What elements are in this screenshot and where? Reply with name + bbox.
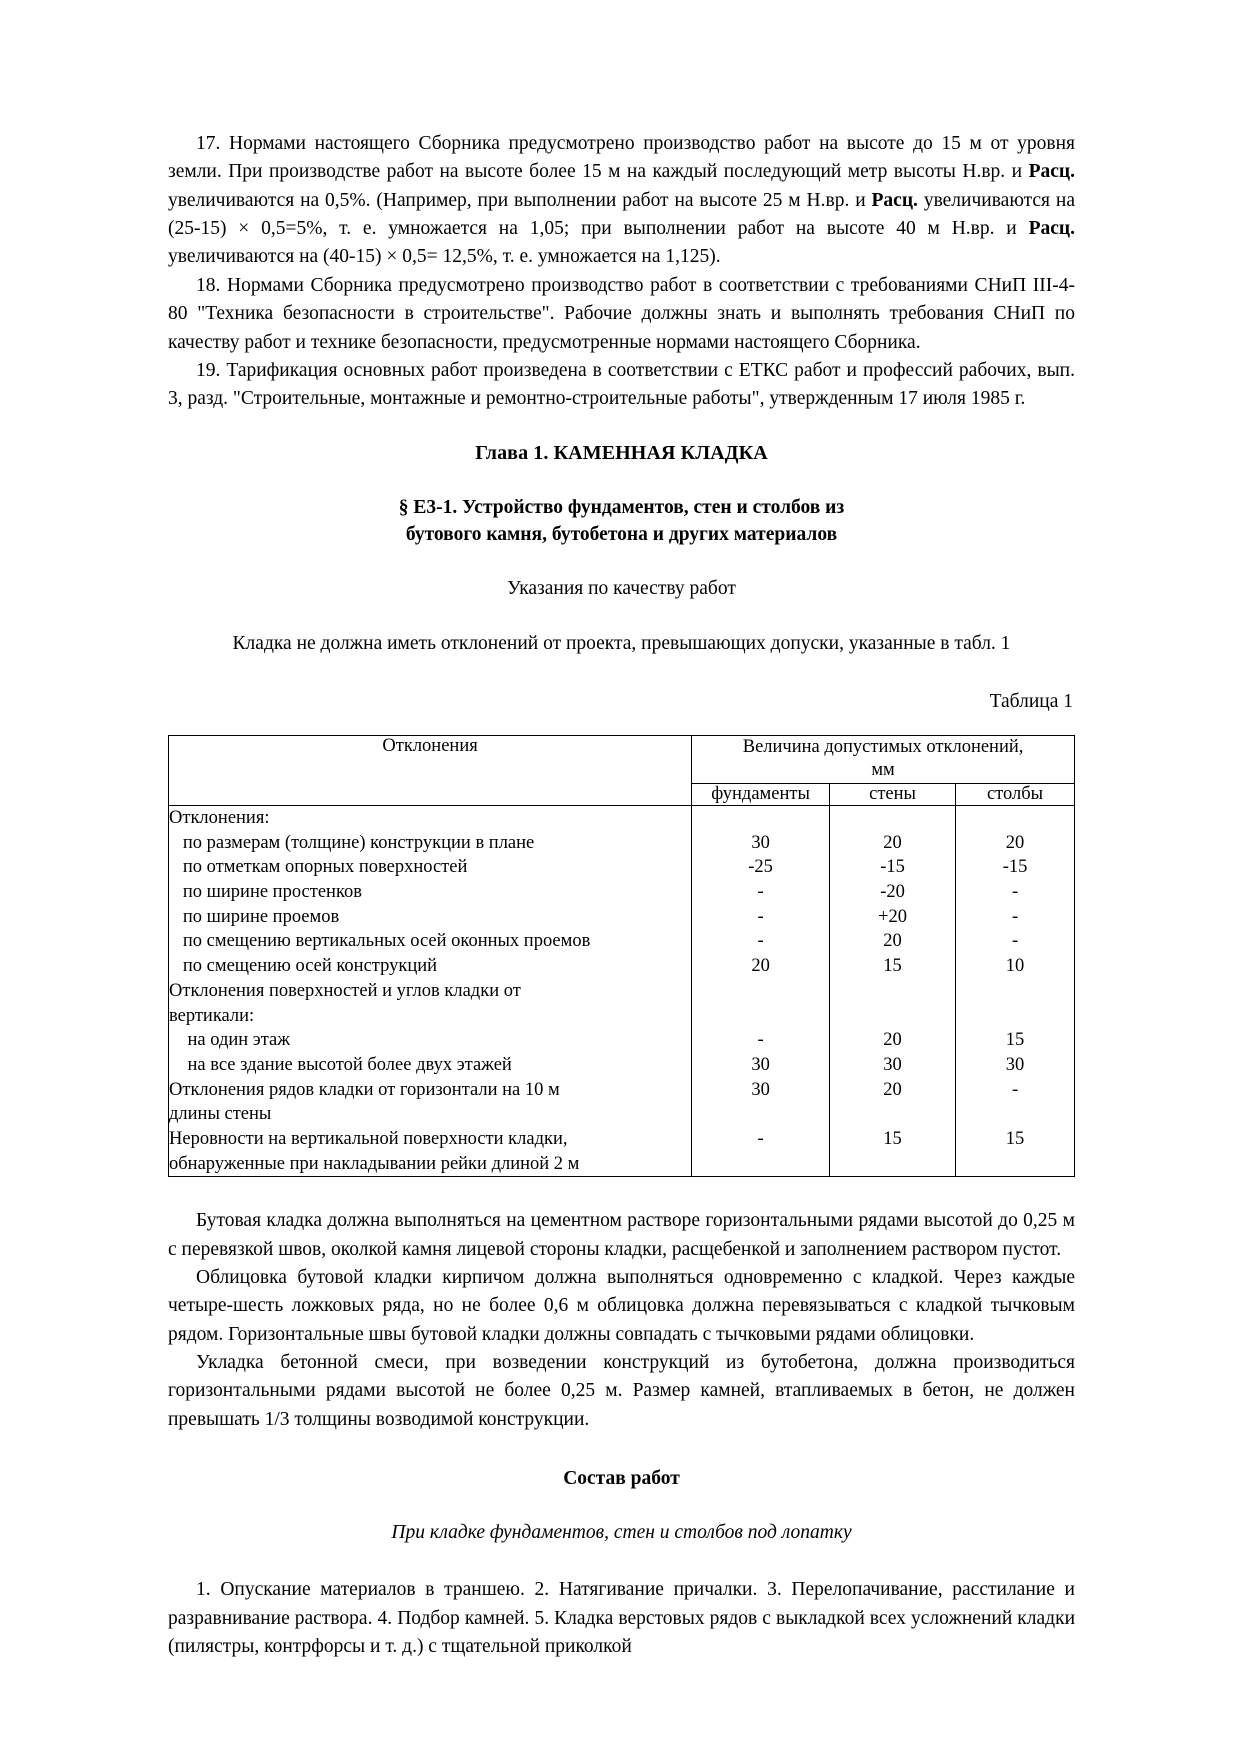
row-label: длины стены (169, 1102, 692, 1127)
row-walls: 20 (830, 1028, 956, 1053)
paragraph-17-text-4: увеличиваются на (40-15) × 0,5= 12,5%, т. е. умножается на 1,125). (168, 246, 721, 268)
row-walls (830, 1152, 956, 1177)
row-foundations: - (692, 929, 830, 954)
quality-subtitle: Указания по качеству работ (507, 578, 736, 600)
table-row (169, 1004, 1075, 1029)
row-label: по смещению осей конструкций (169, 954, 692, 979)
row-walls: 20 (830, 929, 956, 954)
row-walls (830, 1102, 956, 1127)
row-columns: - (956, 880, 1075, 905)
table-header-values-line-1: Величина допустимых отклонений, (742, 736, 1024, 757)
row-label: на все здание высотой более двух этажей (169, 1053, 692, 1078)
row-label: Отклонения поверхностей и углов кладки от (169, 979, 692, 1004)
works-subtitle-block (168, 1522, 1075, 1544)
row-walls: +20 (830, 905, 956, 930)
table-body (169, 806, 1075, 1177)
row-walls: -15 (830, 855, 956, 880)
row-label: по смещению вертикальных осей оконных проемов (169, 929, 692, 954)
row-columns: 30 (956, 1053, 1075, 1078)
works-subtitle: При кладке фундаментов, стен и столбов под лопатку (391, 1522, 852, 1544)
works-paragraph: 1. Опускание материалов в траншею. 2. Натягивание причалки. 3. Перелопачивание, расстилание и разравнивание раствора. 4. Подбор камней. 5. Кладка верстовых рядов с выкладкой всех усложнений кладки (пилястры, контрфорсы и т. д.) с тщательной приколкой (168, 1579, 1075, 1657)
row-label: Отклонения: (169, 806, 692, 831)
row-label: по ширине проемов (169, 905, 692, 930)
row-walls (830, 1004, 956, 1029)
row-columns: - (956, 1078, 1075, 1103)
row-columns: 15 (956, 1127, 1075, 1152)
table-head (169, 735, 1075, 805)
row-columns: 20 (956, 831, 1075, 856)
table-header-foundations: фундаменты (692, 784, 830, 806)
section-title-line-1: § Е3-1. Устройство фундаментов, стен и столбов из (398, 496, 845, 518)
row-label: Неровности на вертикальной поверхности кладки, (169, 1127, 692, 1152)
table-row (169, 1152, 1075, 1177)
paragraph-19: 19. Тарификация основных работ произведена в соответствии с ЕТКС работ и профессий рабочих, вып. 3, разд. "Строительные, монтажные и ремонтно-строительные работы", утвержденным 17 июля 1985 г. (168, 359, 1075, 410)
row-label: по размерам (толщине) конструкции в плане (169, 831, 692, 856)
after-table-paragraphs (168, 1207, 1075, 1434)
row-walls (830, 806, 956, 831)
row-foundations: - (692, 1127, 830, 1152)
works-title-block (168, 1468, 1075, 1490)
row-label: по ширине простенков (169, 880, 692, 905)
row-foundations (692, 1004, 830, 1029)
row-label: вертикали: (169, 1004, 692, 1029)
table-row (169, 1053, 1075, 1078)
row-walls: 30 (830, 1053, 956, 1078)
row-columns: 10 (956, 954, 1075, 979)
table-row (169, 1078, 1075, 1103)
table-header-values (692, 735, 1075, 783)
paragraph-17-bold-3: Расц. (1028, 218, 1075, 240)
paragraph-17-text-1: 17. Нормами настоящего Сборника предусмотрено производство работ на высоте до 15 м от уровня земли. При производстве работ на высоте более 15 м на каждый последующий метр высоты Н.вр. и (168, 133, 1075, 183)
section-title-line-2: бутового камня, бутобетона и других материалов (405, 523, 838, 545)
table-row (169, 905, 1075, 930)
lead-paragraph-block (168, 630, 1075, 658)
row-foundations (692, 1152, 830, 1177)
row-label: Отклонения рядов кладки от горизонтали на 10 м (169, 1078, 692, 1103)
row-columns: -15 (956, 855, 1075, 880)
table-header-deviations: Отклонения (169, 735, 692, 805)
table-row (169, 806, 1075, 831)
paragraph-17-text-2: увеличиваются на 0,5%. (Например, при выполнении работ на высоте 25 м Н.вр. и (168, 189, 872, 211)
table-row (169, 831, 1075, 856)
deviations-table (168, 735, 1075, 1178)
row-foundations: -25 (692, 855, 830, 880)
table-header-values-line-2: мм (871, 760, 895, 781)
row-foundations: 20 (692, 954, 830, 979)
lead-paragraph: Кладка не должна иметь отклонений от проекта, превышающих допуски, указанные в табл. 1 (232, 633, 1011, 655)
paragraph-18: 18. Нормами Сборника предусмотрено производство работ в соответствии с требованиями СНиП III-4-80 "Техника безопасности в строительстве". Рабочие должны знать и выполнять требования СНиП по качеству работ и технике безопасности, предусмотренные нормами настоящего Сборника. (168, 274, 1075, 353)
section-title-block (168, 495, 1075, 549)
row-columns (956, 1004, 1075, 1029)
row-foundations: 30 (692, 831, 830, 856)
paragraph-17-bold-1: Расц. (1028, 161, 1075, 183)
row-columns: 15 (956, 1028, 1075, 1053)
row-columns (956, 1102, 1075, 1127)
table-header-walls: стены (830, 784, 956, 806)
row-foundations (692, 979, 830, 1004)
table-row (169, 855, 1075, 880)
table-row (169, 929, 1075, 954)
row-label: по отметкам опорных поверхностей (169, 855, 692, 880)
row-columns (956, 979, 1075, 1004)
paragraph-17 (168, 130, 1075, 272)
row-walls (830, 979, 956, 1004)
row-foundations: - (692, 1028, 830, 1053)
table-header-columns: столбы (956, 784, 1075, 806)
table-header-row-top (169, 735, 1075, 783)
row-walls: -20 (830, 880, 956, 905)
paragraph-concrete-mix: Укладка бетонной смеси, при возведении конструкций из бутобетона, должна производиться горизонтальными рядами высотой не более 0,25 м. Размер камней, втапливаемых в бетон, не должен превышать 1/3 толщины возводимой конструкции. (168, 1352, 1075, 1430)
paragraph-brick-facing: Облицовка бутовой кладки кирпичом должна выполняться одновременно с кладкой. Через каждые четыре-шесть ложковых ряда, но не более 0,6 м облицовка должна перевязываться с кладкой тычковым рядом. Горизонтальные швы бутовой кладки должны совпадать с тычковыми рядами облицовки. (168, 1267, 1075, 1345)
row-columns: - (956, 929, 1075, 954)
paragraph-rubble-masonry: Бутовая кладка должна выполняться на цементном растворе горизонтальными рядами высотой до 0,25 м с перевязкой швов, околкой камня лицевой стороны кладки, расщебенкой и заполнением раствором пустот. (168, 1210, 1075, 1260)
row-columns (956, 1152, 1075, 1177)
paragraph-17-bold-2: Расц. (871, 189, 918, 211)
row-foundations (692, 1102, 830, 1127)
row-foundations (692, 806, 830, 831)
row-label: на один этаж (169, 1028, 692, 1053)
table-row (169, 979, 1075, 1004)
table-row (169, 1028, 1075, 1053)
quality-subtitle-block (168, 578, 1075, 600)
paragraph-17-text-3: увеличиваются на (25-15) × 0,5=5%, т. е. умножается на 1,05; при выполнении работ на высоте 40 м Н.вр. и (168, 189, 1075, 240)
works-title: Состав работ (563, 1468, 680, 1490)
table-row (169, 880, 1075, 905)
row-walls: 15 (830, 954, 956, 979)
chapter-title-block (168, 442, 1075, 465)
row-columns: - (956, 905, 1075, 930)
row-columns (956, 806, 1075, 831)
chapter-title: Глава 1. КАМЕННАЯ КЛАДКА (475, 441, 768, 464)
row-foundations: 30 (692, 1078, 830, 1103)
row-label: обнаруженные при накладывании рейки длиной 2 м (169, 1152, 692, 1177)
row-walls: 15 (830, 1127, 956, 1152)
table-row (169, 954, 1075, 979)
row-foundations: - (692, 880, 830, 905)
row-foundations: 30 (692, 1053, 830, 1078)
table-row (169, 1127, 1075, 1152)
row-walls: 20 (830, 1078, 956, 1103)
works-paragraph-block (168, 1576, 1075, 1661)
row-foundations: - (692, 905, 830, 930)
row-walls: 20 (830, 831, 956, 856)
table-row (169, 1102, 1075, 1127)
table-caption: Таблица 1 (989, 690, 1073, 712)
